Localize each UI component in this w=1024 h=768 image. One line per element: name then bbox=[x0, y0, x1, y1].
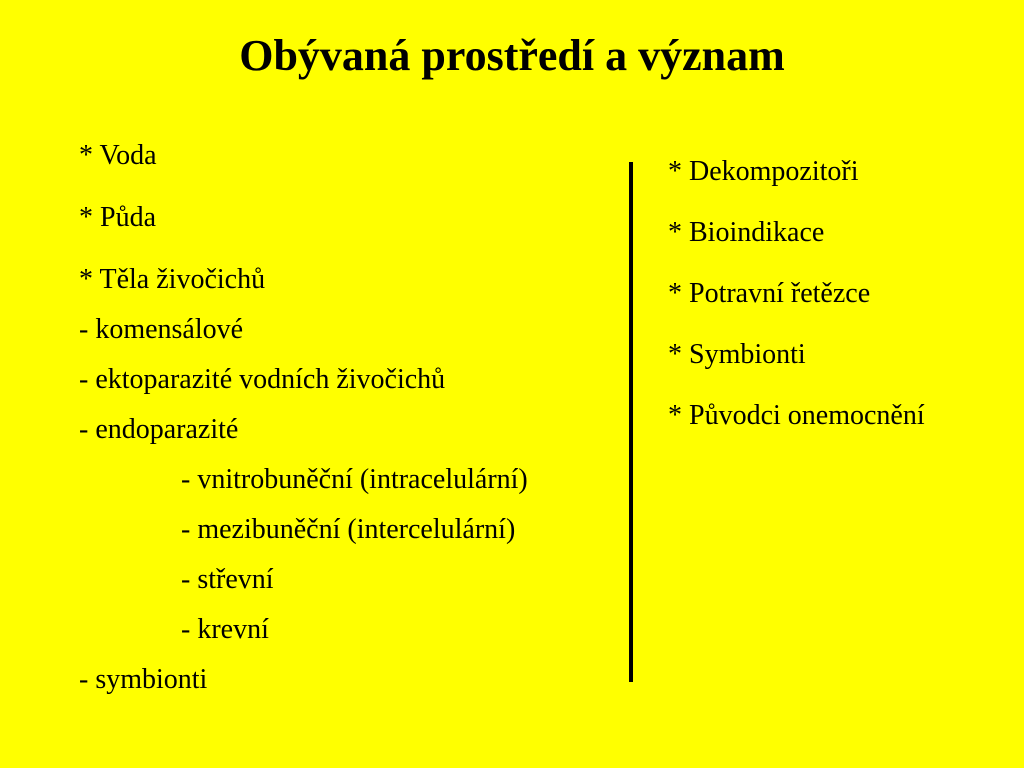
left-list-item: * Těla živočichů bbox=[79, 264, 266, 295]
right-list-item: * Bioindikace bbox=[668, 217, 825, 248]
right-list-item: * Původci onemocnění bbox=[668, 400, 925, 431]
left-list-item: - krevní bbox=[181, 614, 269, 645]
left-list-item: - komensálové bbox=[79, 314, 244, 345]
left-list-item: * Půda bbox=[79, 202, 156, 233]
left-list-item: - ektoparazité vodních živočichů bbox=[79, 364, 446, 395]
left-list-item: - střevní bbox=[181, 564, 274, 595]
right-list-item: * Symbionti bbox=[668, 339, 806, 370]
left-column bbox=[79, 140, 619, 700]
left-list-item: - vnitrobuněční (intracelulární) bbox=[181, 464, 528, 495]
column-divider bbox=[629, 162, 633, 682]
slide-title: Obývaná prostředí a význam bbox=[239, 31, 785, 80]
left-list-item: - symbionti bbox=[79, 664, 208, 695]
right-column bbox=[668, 156, 1008, 456]
right-list-item: * Dekompozitoři bbox=[668, 156, 859, 187]
left-list-item: - endoparazité bbox=[79, 414, 239, 445]
left-list-item: - mezibuněční (intercelulární) bbox=[181, 514, 516, 545]
right-list-item: * Potravní řetězce bbox=[668, 278, 871, 309]
left-list-item: * Voda bbox=[79, 140, 157, 171]
